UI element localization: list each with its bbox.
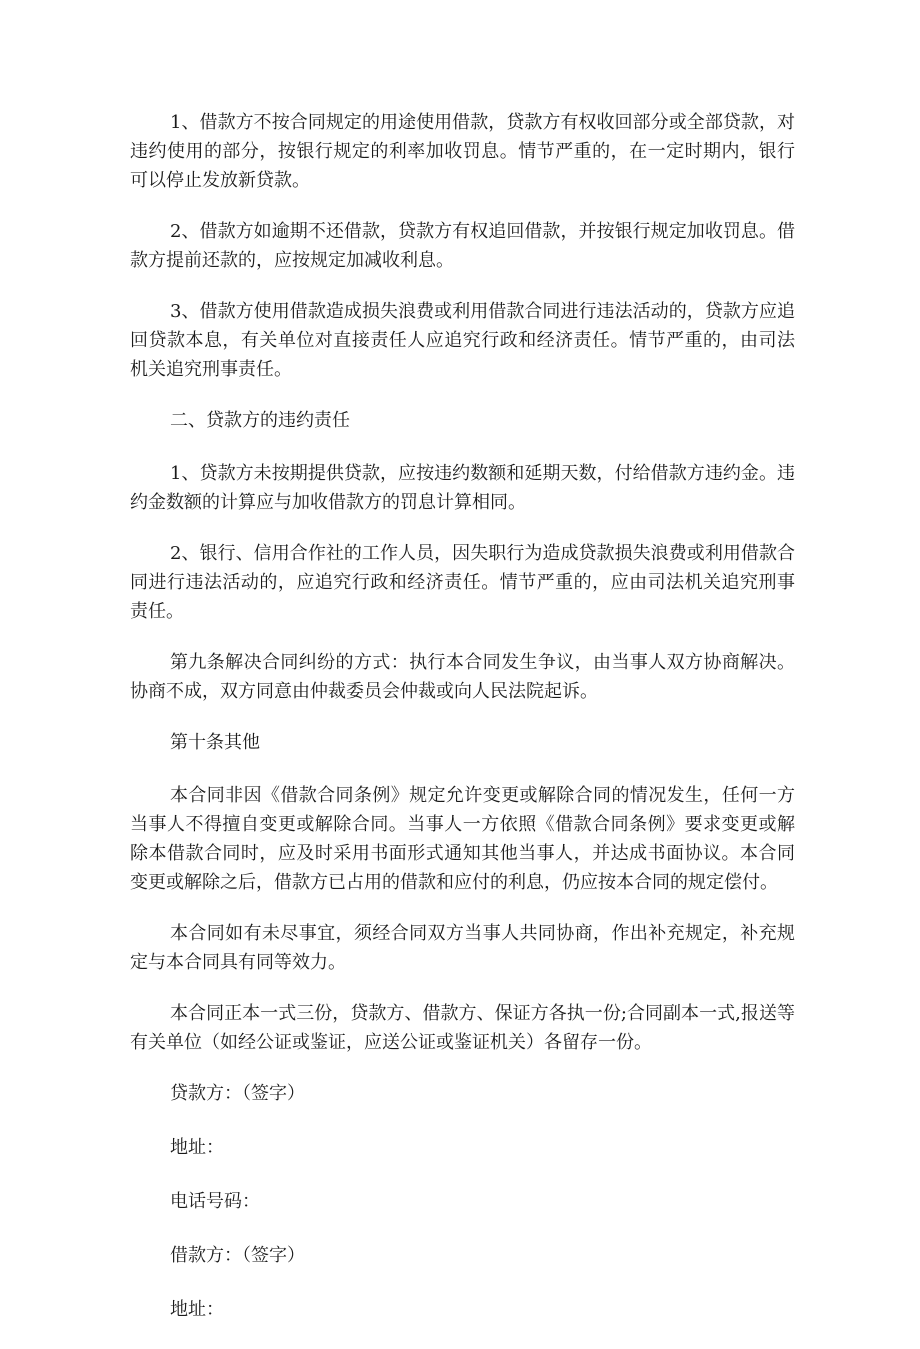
section-heading-lender-liability: 二、贷款方的违约责任 xyxy=(170,410,350,431)
clause-staff-misconduct: 2、银行、信用合作社的工作人员，因失职行为造成贷款损失浪费或利用借款合同进行违法活动的，应追究行政和经济责任。情节严重的，应由司法机关追究刑事责任。 xyxy=(130,543,795,622)
clause-copies: 本合同正本一式三份，贷款方、借款方、保证方各执一份;合同副本一式,报送等有关单位（如经公证或鉴证，应送公证或鉴证机关）各留存一份。 xyxy=(130,1003,795,1053)
clause-supplementary-provisions: 本合同如有未尽事宜，须经合同双方当事人共同协商，作出补充规定，补充规定与本合同具有同等效力。 xyxy=(130,923,795,973)
lender-address-field: 地址： xyxy=(170,1137,224,1158)
lender-signature-field: 贷款方：（签字） xyxy=(170,1083,305,1104)
article-nine-dispute-resolution: 第九条解决合同纠纷的方式：执行本合同发生争议，由当事人双方协商解决。协商不成，双方同意由仲裁委员会仲裁或向人民法院起诉。 xyxy=(130,652,795,702)
borrower-signature-field: 借款方：（签字） xyxy=(170,1245,305,1266)
clause-borrower-overdue: 2、借款方如逾期不还借款，贷款方有权追回借款，并按银行规定加收罚息。借款方提前还款的，应按规定加减收利息。 xyxy=(130,221,795,271)
clause-borrower-misuse: 1、借款方不按合同规定的用途使用借款，贷款方有权收回部分或全部贷款，对违约使用的部分，按银行规定的利率加收罚息。情节严重的，在一定时期内，银行可以停止发放新贷款。 xyxy=(130,112,795,191)
article-ten-heading: 第十条其他 xyxy=(170,732,260,753)
document-body xyxy=(130,108,795,1349)
lender-phone-field: 电话号码： xyxy=(170,1191,260,1212)
clause-lender-late-loan: 1、贷款方未按期提供贷款，应按违约数额和延期天数，付给借款方违约金。违约金数额的计算应与加收借款方的罚息计算相同。 xyxy=(130,463,795,513)
clause-borrower-illegal-use: 3、借款方使用借款造成损失浪费或利用借款合同进行违法活动的，贷款方应追回贷款本息，有关单位对直接责任人应追究行政和经济责任。情节严重的，由司法机关追究刑事责任。 xyxy=(130,301,795,380)
borrower-address-field: 地址： xyxy=(170,1299,224,1320)
clause-modification-termination: 本合同非因《借款合同条例》规定允许变更或解除合同的情况发生，任何一方当事人不得擅自变更或解除合同。当事人一方依照《借款合同条例》要求变更或解除本借款合同时，应及时采用书面形式通知其他当事人，并达成书面协议。本合同变更或解除之后，借款方已占用的借款和应付的利息，仍应按本合同的规定偿付。 xyxy=(130,785,795,893)
